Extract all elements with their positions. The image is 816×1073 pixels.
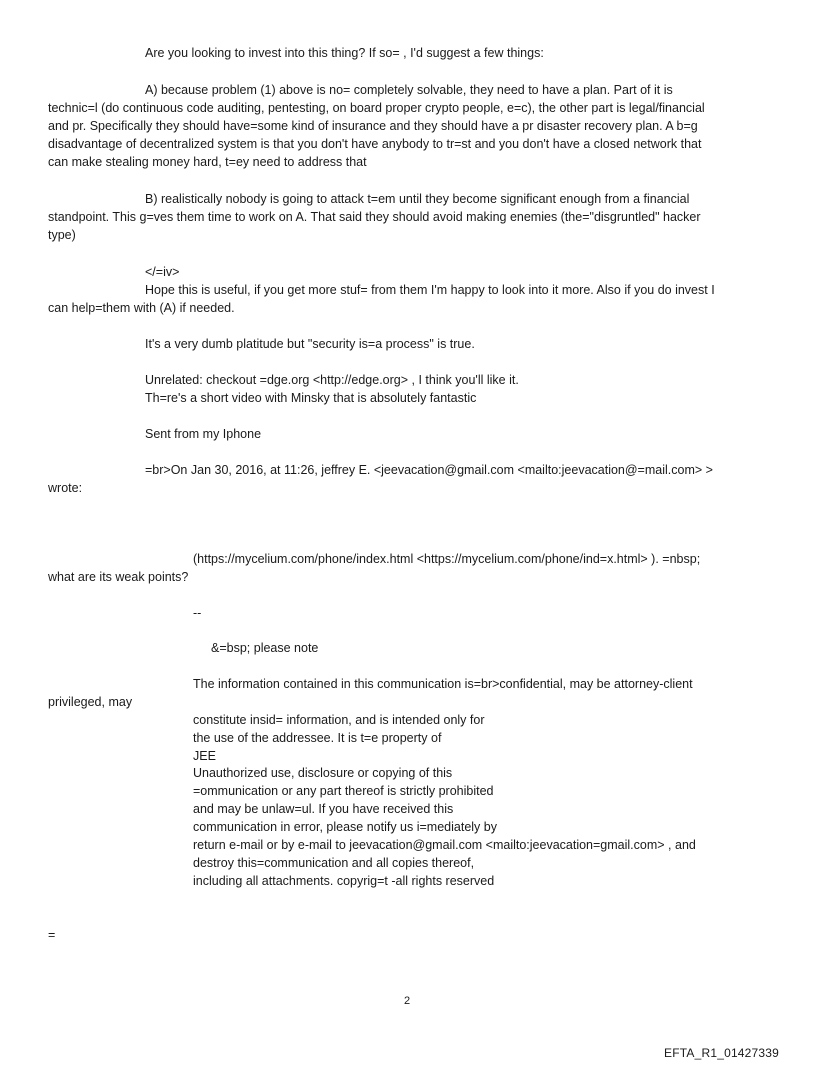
text-line: disadvantage of decentralized system is that you don't have anybody to tr=st and you don't have a closed network that: [48, 137, 702, 151]
text-line: --: [193, 606, 202, 620]
text-line: standpoint. This g=ves them time to work on A. That said they should avoid making enemies (the="disgruntled" hacker: [48, 210, 701, 224]
page-number: 2: [404, 995, 411, 1007]
text-line: =ommunication or any part thereof is strictly prohibited: [193, 784, 494, 798]
text-line: B) realistically nobody is going to attack t=em until they become significant enough from a financial: [145, 192, 690, 206]
text-line: privileged, may: [48, 695, 133, 709]
bates-number: EFTA_R1_01427339: [664, 1046, 780, 1060]
text-line: what are its weak points?: [48, 570, 189, 584]
text-line: =br>On Jan 30, 2016, at 11:26, jeffrey E. <jeevacation@gmail.com <mailto:jeevacation@=mail.com> >: [145, 463, 713, 477]
text-line: and pr. Specifically they should have=some kind of insurance and they should have a pr disaster recovery plan. A b=g: [48, 119, 698, 133]
text-line: can help=them with (A) if needed.: [48, 301, 235, 315]
text-line: It's a very dumb platitude but "security is=a process" is true.: [145, 337, 475, 351]
text-line: Unauthorized use, disclosure or copying of this: [193, 766, 453, 780]
text-line: Hope this is useful, if you get more stuf= from them I'm happy to look into it more. Also if you do invest I: [145, 283, 715, 297]
text-line: Th=re's a short video with Minsky that is absolutely fantastic: [145, 391, 477, 405]
text-line: type): [48, 228, 76, 242]
text-line: destroy this=communication and all copies thereof,: [193, 856, 475, 870]
text-line: can make stealing money hard, t=ey need to address that: [48, 155, 367, 169]
text-line: (https://mycelium.com/phone/index.html <https://mycelium.com/phone/ind=x.html> ). =nbsp;: [193, 552, 701, 566]
text-line: </=iv>: [145, 265, 180, 279]
text-line: The information contained in this communication is=br>confidential, may be attorney-client: [193, 677, 693, 691]
text-line: &=bsp; please note: [211, 641, 319, 655]
text-line: JEE: [193, 749, 216, 763]
text-line: wrote:: [48, 481, 83, 495]
text-line: return e-mail or by e-mail to jeevacation@gmail.com <mailto:jeevacation=gmail.com> , and: [193, 838, 696, 852]
text-line: Sent from my Iphone: [145, 427, 262, 441]
text-line: including all attachments. copyrig=t -all rights reserved: [193, 874, 495, 888]
text-line: A) because problem (1) above is no= completely solvable, they need to have a plan. Part of it is: [145, 83, 673, 97]
text-line: technic=l (do continuous code auditing, pentesting, on board proper crypto people, e=c), the other part is legal/financial: [48, 101, 705, 115]
text-line: communication in error, please notify us i=mediately by: [193, 820, 497, 834]
text-line: =: [48, 928, 56, 942]
text-line: Unrelated: checkout =dge.org <http://edge.org> , I think you'll like it.: [145, 373, 519, 387]
text-line: Are you looking to invest into this thing? If so= , I'd suggest a few things:: [145, 46, 544, 60]
text-line: the use of the addressee. It is t=e property of: [193, 731, 442, 745]
text-line: constitute insid= information, and is intended only for: [193, 713, 485, 727]
text-line: and may be unlaw=ul. If you have received this: [193, 802, 454, 816]
